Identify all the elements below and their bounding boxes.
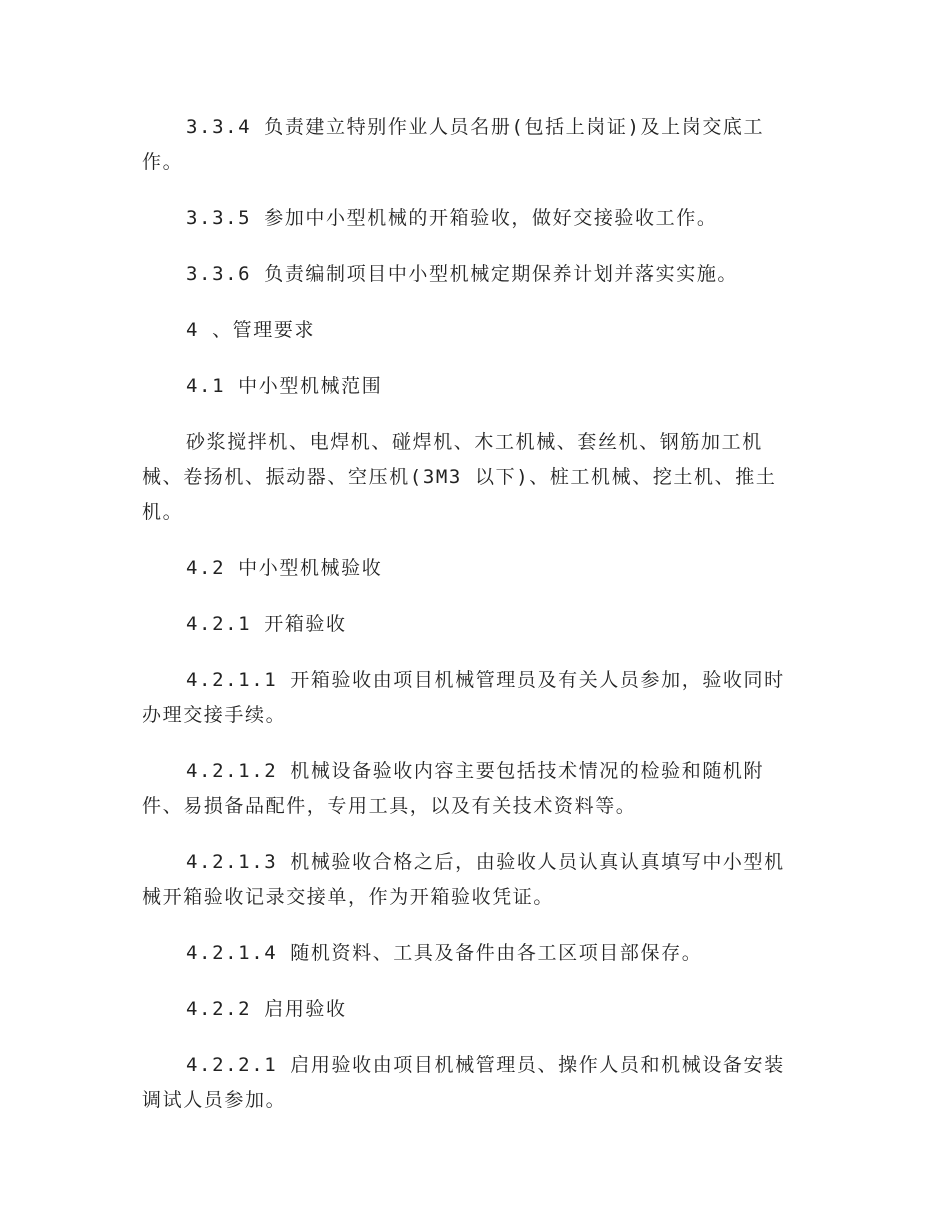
section-heading-4: 4 、管理要求: [186, 319, 316, 341]
paragraph-4-2-1-3: 4.2.1.3 机械验收合格之后，由验收人员认真认真填写中小型机械开箱验收记录交接单，作为开箱验收凭证。: [142, 851, 785, 908]
section-heading-4-2: 4.2 中小型机械验收: [186, 557, 383, 579]
paragraph-4-2-1-4: 4.2.1.4 随机资料、工具及备件由各工区项目部保存。: [186, 942, 703, 964]
paragraph-machine-range: 砂浆搅拌机、电焊机、碰焊机、木工机械、套丝机、钢筋加工机械、卷扬机、振动器、空压机(3M3 以下)、桩工机械、挖土机、推土机。: [142, 431, 777, 523]
paragraph-3-3-6: 3.3.6 负责编制项目中小型机械定期保养计划并落实实施。: [186, 263, 739, 285]
section-heading-4-2-2: 4.2.2 启用验收: [186, 998, 347, 1020]
paragraph-4-2-2-1: 4.2.2.1 启用验收由项目机械管理员、操作人员和机械设备安装调试人员参加。: [142, 1054, 785, 1111]
document-page: [142, 110, 802, 1139]
paragraph-4-2-1-1: 4.2.1.1 开箱验收由项目机械管理员及有关人员参加，验收同时办理交接手续。: [142, 669, 785, 726]
paragraph-4-2-1-2: 4.2.1.2 机械设备验收内容主要包括技术情况的检验和随机附件、易损备品配件，专用工具，以及有关技术资料等。: [142, 760, 765, 817]
paragraph-3-3-5: 3.3.5 参加中小型机械的开箱验收，做好交接验收工作。: [186, 207, 718, 229]
section-heading-4-2-1: 4.2.1 开箱验收: [186, 613, 347, 635]
paragraph-3-3-4: 3.3.4 负责建立特别作业人员名册(包括上岗证)及上岗交底工作。: [142, 116, 765, 173]
section-heading-4-1: 4.1 中小型机械范围: [186, 375, 383, 397]
